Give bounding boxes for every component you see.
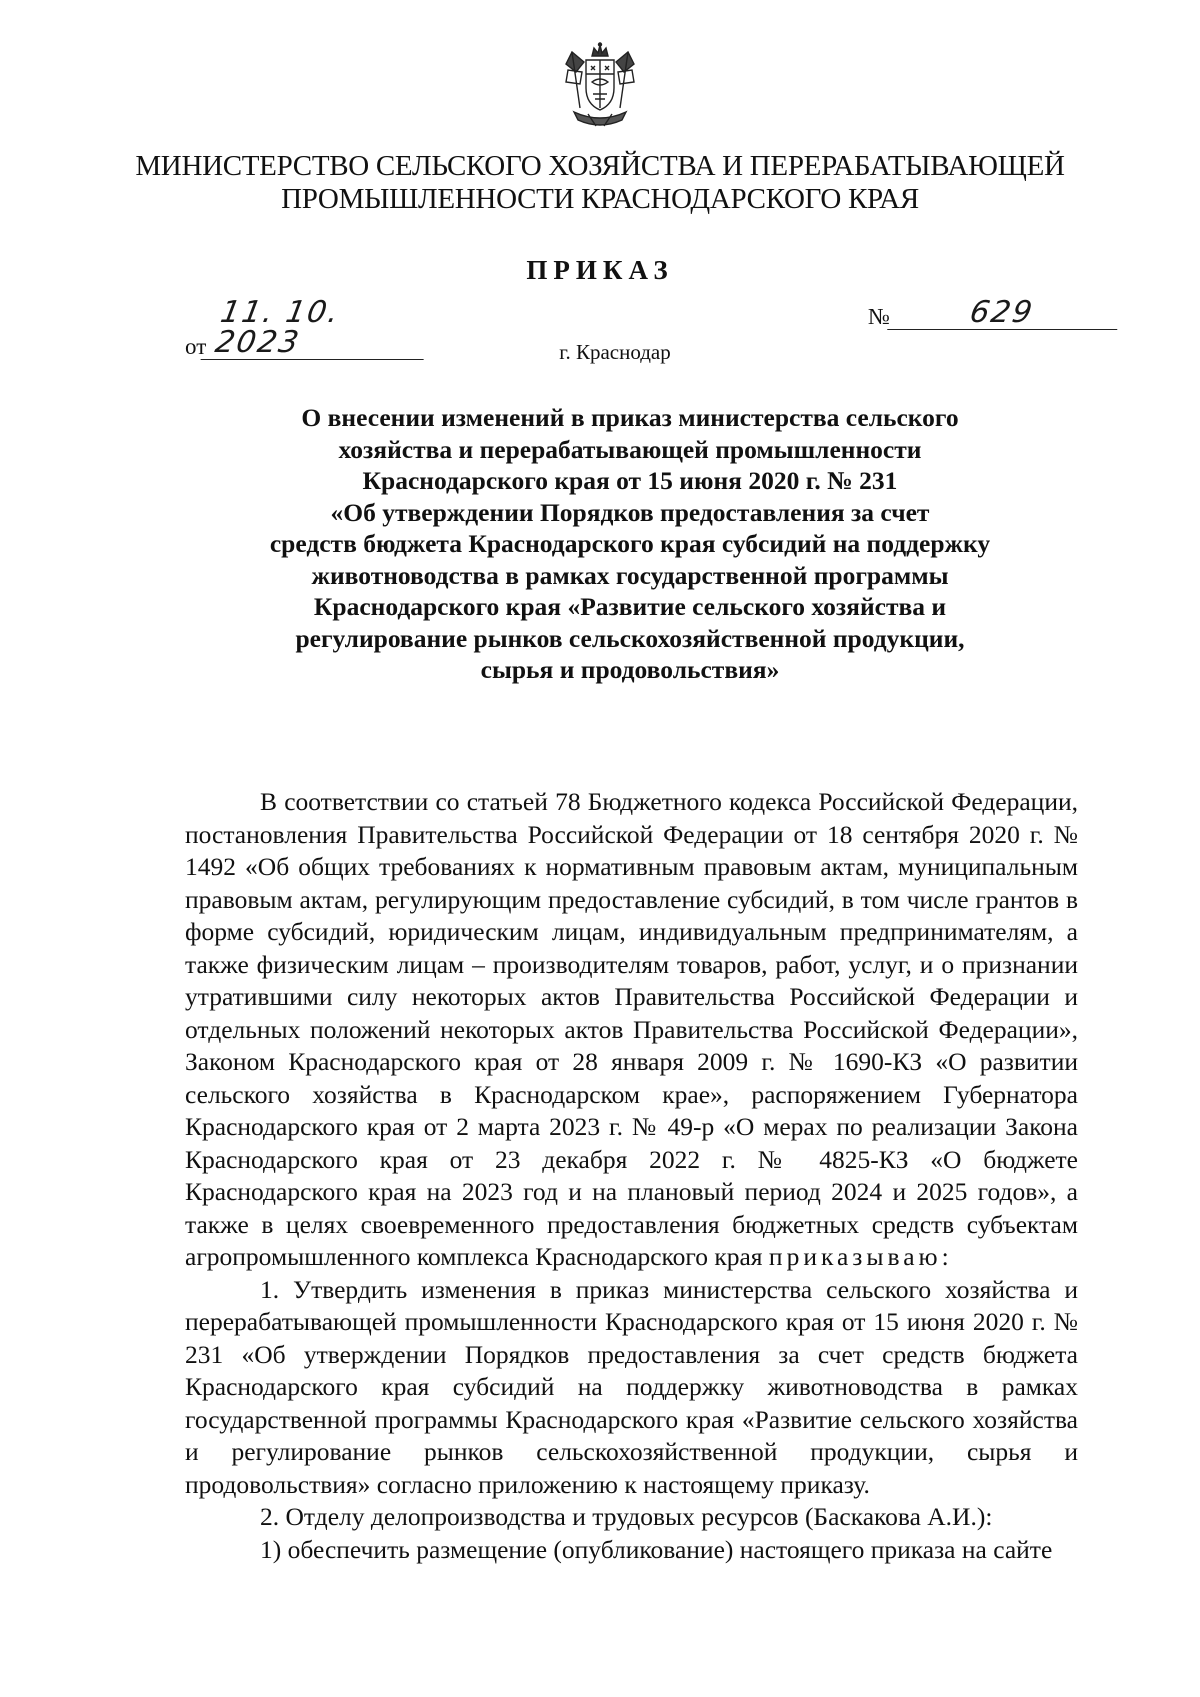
order-number-row bbox=[868, 295, 1120, 330]
ministry-name-line1: МИНИСТЕРСТВО СЕЛЬСКОГО ХОЗЯЙСТВА И ПЕРЕРАБАТЫВАЮЩЕЙ bbox=[135, 150, 1065, 182]
subject-line: «Об утверждении Порядков предоставления за счет bbox=[330, 497, 930, 527]
document-body bbox=[185, 786, 1078, 1566]
city-label: г. Краснодар bbox=[559, 340, 671, 364]
order-subject bbox=[250, 402, 1010, 686]
order-word: приказываю: bbox=[768, 1242, 953, 1271]
subject-line: Краснодарского края от 15 июня 2020 г. № 231 bbox=[362, 466, 898, 495]
item-2-1-paragraph: 1) обеспечить размещение (опубликование) настоящего приказа на сайте bbox=[260, 1534, 1053, 1564]
item-1-paragraph: 1. Утвердить изменения в приказ министерства сельского хозяйства и перерабатывающей промышленности Краснодарского края от 15 июня 2020 г. № 231 «Об утверждении Порядков предоставления за счет средств бюджета Краснодарского края субсидий на поддержку животноводства в рамках государственной программы Краснодарского края «Развитие сельского хозяйства и регулирование рынков сельскохозяйственной продукции, сырья и продовольствия» согласно приложению к настоящему приказу. bbox=[185, 1274, 1078, 1499]
subject-line: хозяйства и перерабатывающей промышленности bbox=[338, 434, 922, 464]
coat-of-arms-emblem bbox=[558, 42, 642, 132]
subject-line: животноводства в рамках государственной программы bbox=[311, 560, 949, 590]
order-number-handwritten: 629 bbox=[887, 298, 1123, 330]
subject-line: Краснодарского края «Развитие сельского хозяйства и bbox=[313, 592, 947, 621]
item-2-paragraph: 2. Отделу делопроизводства и трудовых ресурсов (Баскакова А.И.): bbox=[260, 1502, 993, 1531]
subject-line: О внесении изменений в приказ министерства сельского bbox=[301, 403, 959, 432]
subject-line: средств бюджета Краснодарского края субсидий на поддержку bbox=[269, 529, 991, 558]
ministry-name-line2: ПРОМЫШЛЕННОСТИ КРАСНОДАРСКОГО КРАЯ bbox=[281, 183, 919, 215]
number-prefix: № bbox=[868, 304, 890, 329]
ministry-name bbox=[0, 150, 1200, 216]
document-title: ПРИКАЗ bbox=[526, 255, 674, 285]
date-prefix: от bbox=[185, 334, 207, 359]
order-date-handwritten: 11. 10. 2023 bbox=[201, 298, 435, 360]
subject-line: сырья и продовольствия» bbox=[480, 655, 780, 684]
preamble-paragraph bbox=[185, 786, 1078, 1274]
subject-line: регулирование рынков сельскохозяйственной продукции, bbox=[295, 623, 965, 653]
preamble-text: В соответствии со статьей 78 Бюджетного кодекса Российской Федерации, постановления Правительства Российской Федерации от 18 сентября 2020 г. № 1492 «Об общих требованиях к нормативным правовым актам, муниципальным правовым актам, регулирующим предоставление субсидий, в том числе грантов в форме субсидий, юридическим лицам, индивидуальным предпринимателям, а также физическим лицам – производителям товаров, работ, услуг, и о признании утратившими силу некоторых актов Правительства Российской Федерации и отдельных положений некоторых актов Правительства Российской Федерации», Законом Краснодарского края от 28 января 2009 г. № 1690-КЗ «О развитии сельского хозяйства в Краснодарском крае», распоряжением Губернатора Краснодарского края от 2 марта 2023 г. № 49-р «О мерах по реализации Закона Краснодарского края от 23 декабря 2022 г. № 4825-КЗ «О бюджете Краснодарского края на 2023 год и на плановый период 2024 и 2025 годов», а также в целях своевременного предоставления бюджетных средств субъектам агропромышленного комплекса Краснодарского края bbox=[185, 787, 1078, 1271]
